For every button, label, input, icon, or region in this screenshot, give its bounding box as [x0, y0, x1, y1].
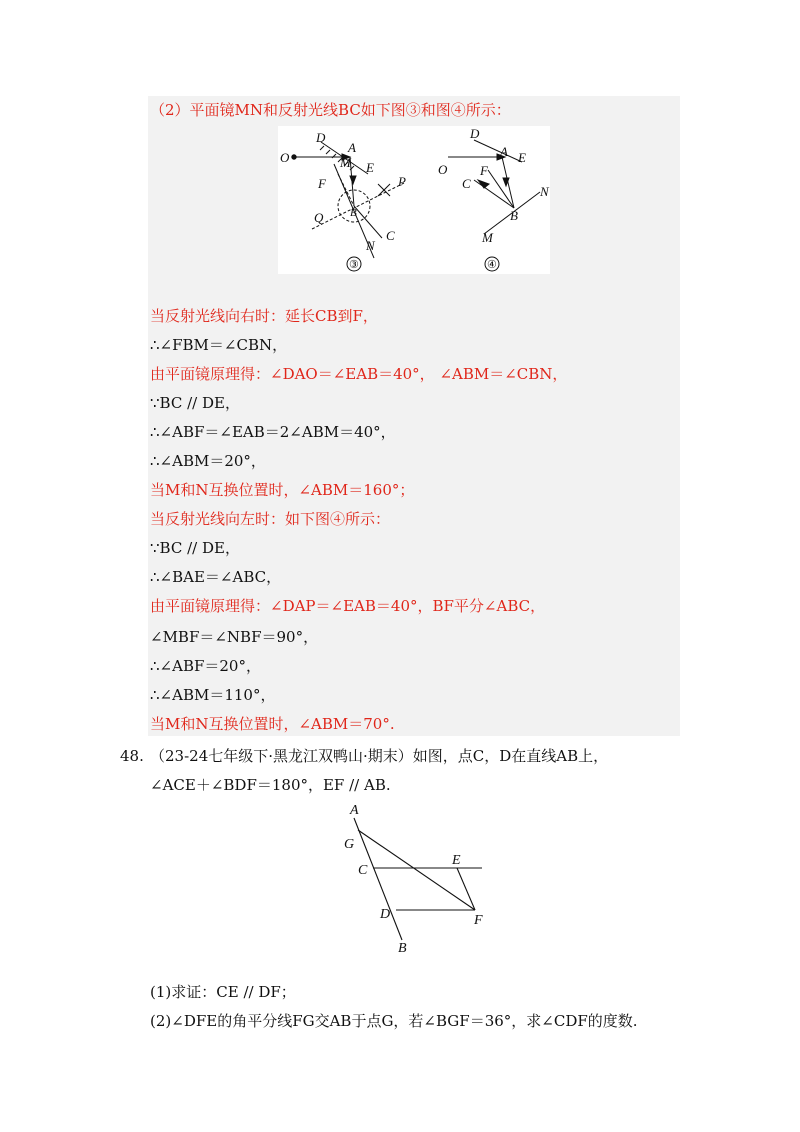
label-a: A: [348, 140, 356, 155]
label-d: D: [470, 126, 480, 141]
solution-line-11: 由平面镜原理得：∠DAP＝∠EAB＝40°，BF平分∠ABC，: [150, 597, 546, 615]
problem-part-2: (2)∠DFE的角平分线FG交AB于点G，若∠BGF＝36°，求∠CDF的度数.: [150, 1012, 638, 1030]
solution-line-2: ∴∠FBM＝∠CBN，: [150, 336, 288, 354]
label-c: C: [358, 863, 368, 878]
problem-figure-lines: [354, 818, 482, 940]
solution-line-9: ∵BC // DE，: [150, 539, 240, 557]
label-b: B: [510, 208, 518, 223]
label-c: C: [462, 176, 471, 191]
solution-line-3: 由平面镜原理得：∠DAO＝∠EAB＝40°， ∠ABM＝∠CBN，: [150, 365, 568, 383]
label-f: F: [480, 163, 488, 178]
figures-3-4: [278, 126, 550, 274]
problem-part-1: (1)求证：CE // DF；: [150, 983, 296, 1001]
fig3-number: ③: [349, 259, 359, 271]
label-m: M: [340, 155, 351, 170]
solution-line-14: ∴∠ABM＝110°，: [150, 686, 276, 704]
solution-line-10: ∴∠BAE＝∠ABC，: [150, 568, 282, 586]
figure-4-caption: [485, 257, 499, 271]
solution-line-6: ∴∠ABM＝20°，: [150, 452, 266, 470]
label-o: O: [280, 150, 290, 165]
label-d: D: [316, 130, 326, 145]
label-e: E: [366, 160, 374, 175]
label-a: A: [350, 803, 359, 818]
label-f: F: [474, 913, 483, 928]
solution-header: （2）平面镜MN和反射光线BC如下图③和图④所示：: [150, 101, 511, 119]
label-n: N: [366, 238, 375, 253]
solution-line-13: ∴∠ABF＝20°，: [150, 657, 261, 675]
label-f: F: [318, 176, 326, 191]
label-b: B: [350, 207, 357, 219]
label-o: O: [438, 162, 448, 177]
label-m: M: [482, 230, 493, 245]
label-b: B: [398, 941, 407, 956]
label-c: C: [386, 228, 395, 243]
label-a: A: [500, 144, 508, 159]
problem-number: 48.: [120, 747, 144, 765]
label-e: E: [518, 150, 526, 165]
solution-line-4: ∵BC // DE，: [150, 394, 240, 412]
figure-3-caption: [347, 257, 361, 271]
line-ab: [354, 818, 402, 940]
label-p: P: [398, 174, 406, 189]
label-n: N: [540, 184, 549, 199]
figure-4-labels: [438, 126, 550, 245]
label-d: D: [380, 907, 391, 922]
solution-line-12: ∠MBF＝∠NBF＝90°，: [150, 628, 319, 646]
problem-line-2: ∠ACE＋∠BDF＝180°，EF // AB.: [150, 776, 391, 794]
label-g: G: [344, 837, 355, 852]
figure-3-labels: [280, 130, 406, 253]
solution-line-7: 当M和N互换位置时，∠ABM＝160°；: [150, 481, 415, 499]
ray-bf: [488, 170, 514, 208]
solution-line-5: ∴∠ABF＝∠EAB＝2∠ABM＝40°，: [150, 423, 396, 441]
label-q: Q: [314, 210, 324, 225]
label-e: E: [452, 853, 461, 868]
fig4-number: ④: [487, 259, 497, 271]
solution-line-8: 当反射光线向左时：如下图④所示：: [150, 510, 391, 528]
problem-figure: [330, 800, 500, 960]
problem-line-1: （23-24七年级下·黑龙江双鸭山·期末）如图，点C，D在直线AB上，: [150, 747, 609, 765]
solution-line-1: 当反射光线向右时：延长CB到F，: [150, 307, 378, 325]
reflection-figures: [278, 126, 550, 274]
solution-line-15: 当M和N互换位置时，∠ABM＝70°.: [150, 715, 395, 733]
